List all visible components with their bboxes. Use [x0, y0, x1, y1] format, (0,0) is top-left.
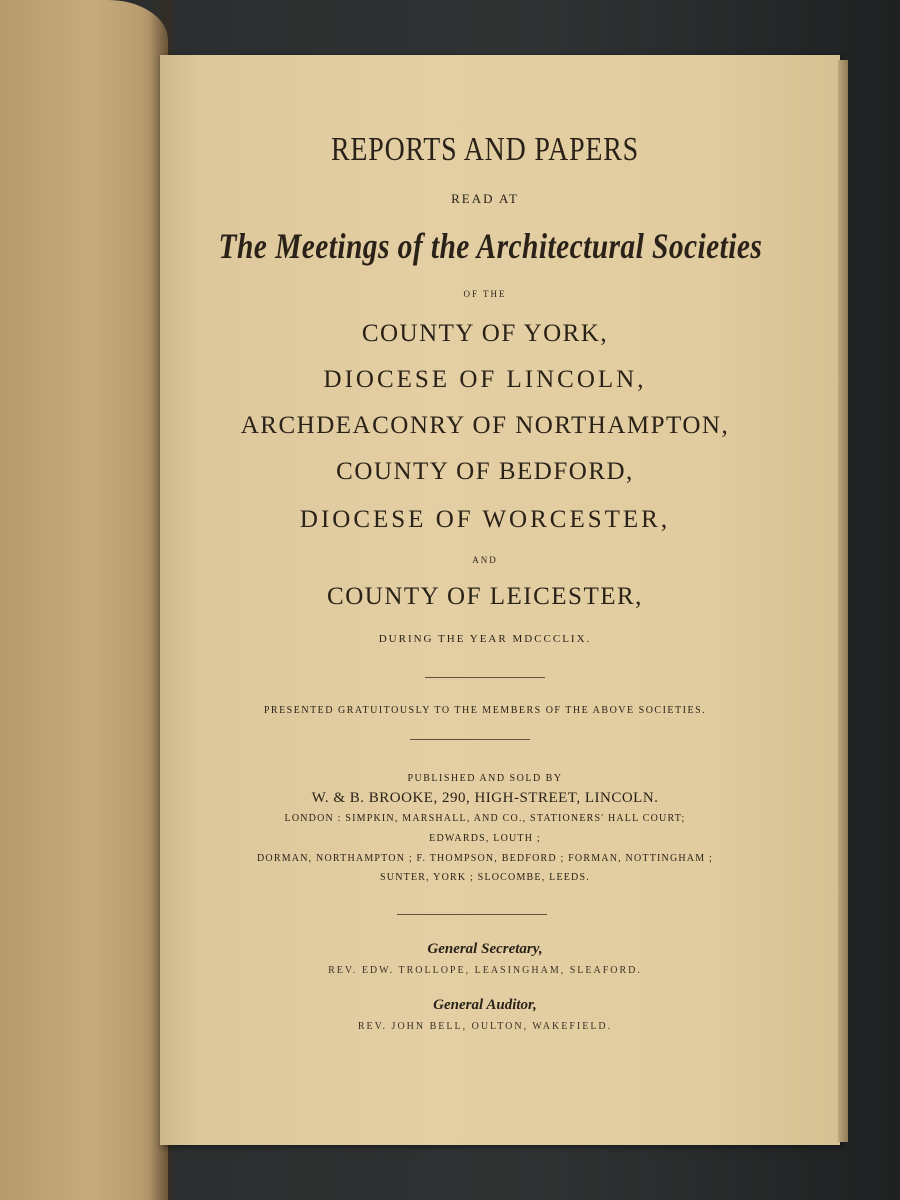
region-lincoln: DIOCESE OF LINCOLN, — [323, 366, 647, 393]
read-at: READ AT — [451, 191, 519, 206]
publisher-line-1: PUBLISHED AND SOLD BY — [407, 773, 563, 784]
publisher-line-6: SUNTER, YORK ; SLOCOMBE, LEEDS. — [380, 872, 590, 883]
presented-line: PRESENTED GRATUITOUSLY TO THE MEMBERS OF THE ABOVE SOCIETIES. — [263, 705, 707, 716]
divider-rule — [410, 739, 530, 740]
general-secretary-label: General Secretary, — [427, 941, 543, 957]
general-auditor-name: REV. JOHN BELL, OULTON, WAKEFIELD. — [357, 1021, 613, 1032]
divider-rule — [425, 677, 545, 678]
and-word: AND — [472, 555, 498, 565]
region-northampton: ARCHDEACONRY OF NORTHAMPTON, — [240, 412, 730, 439]
general-secretary-name: REV. EDW. TROLLOPE, LEASINGHAM, SLEAFORD. — [328, 965, 642, 976]
of-the: OF THE — [463, 289, 507, 299]
region-york: COUNTY OF YORK, — [361, 320, 609, 347]
divider-rule — [397, 914, 547, 915]
year-line: DURING THE YEAR MDCCCLIX. — [378, 633, 592, 645]
region-bedford: COUNTY OF BEDFORD, — [336, 458, 634, 485]
page-edge — [838, 60, 848, 1142]
region-leicester: COUNTY OF LEICESTER, — [327, 583, 643, 610]
publisher-line-4: EDWARDS, LOUTH ; — [429, 833, 541, 844]
publisher-line-5: DORMAN, NORTHAMPTON ; F. THOMPSON, BEDFORD ; FORMAN, NOTTINGHAM ; — [257, 853, 713, 864]
publisher-line-2: W. & B. BROOKE, 290, HIGH-STREET, LINCOLN. — [311, 790, 659, 806]
societies-heading: The Meetings of the Architectural Societies — [218, 226, 763, 266]
book-title: REPORTS AND PAPERS — [330, 131, 640, 168]
region-worcester: DIOCESE OF WORCESTER, — [299, 506, 671, 533]
general-auditor-label: General Auditor, — [433, 997, 537, 1013]
publisher-line-3: LONDON : SIMPKIN, MARSHALL, AND CO., STATIONERS' HALL COURT; — [284, 813, 686, 824]
left-page — [0, 0, 168, 1200]
